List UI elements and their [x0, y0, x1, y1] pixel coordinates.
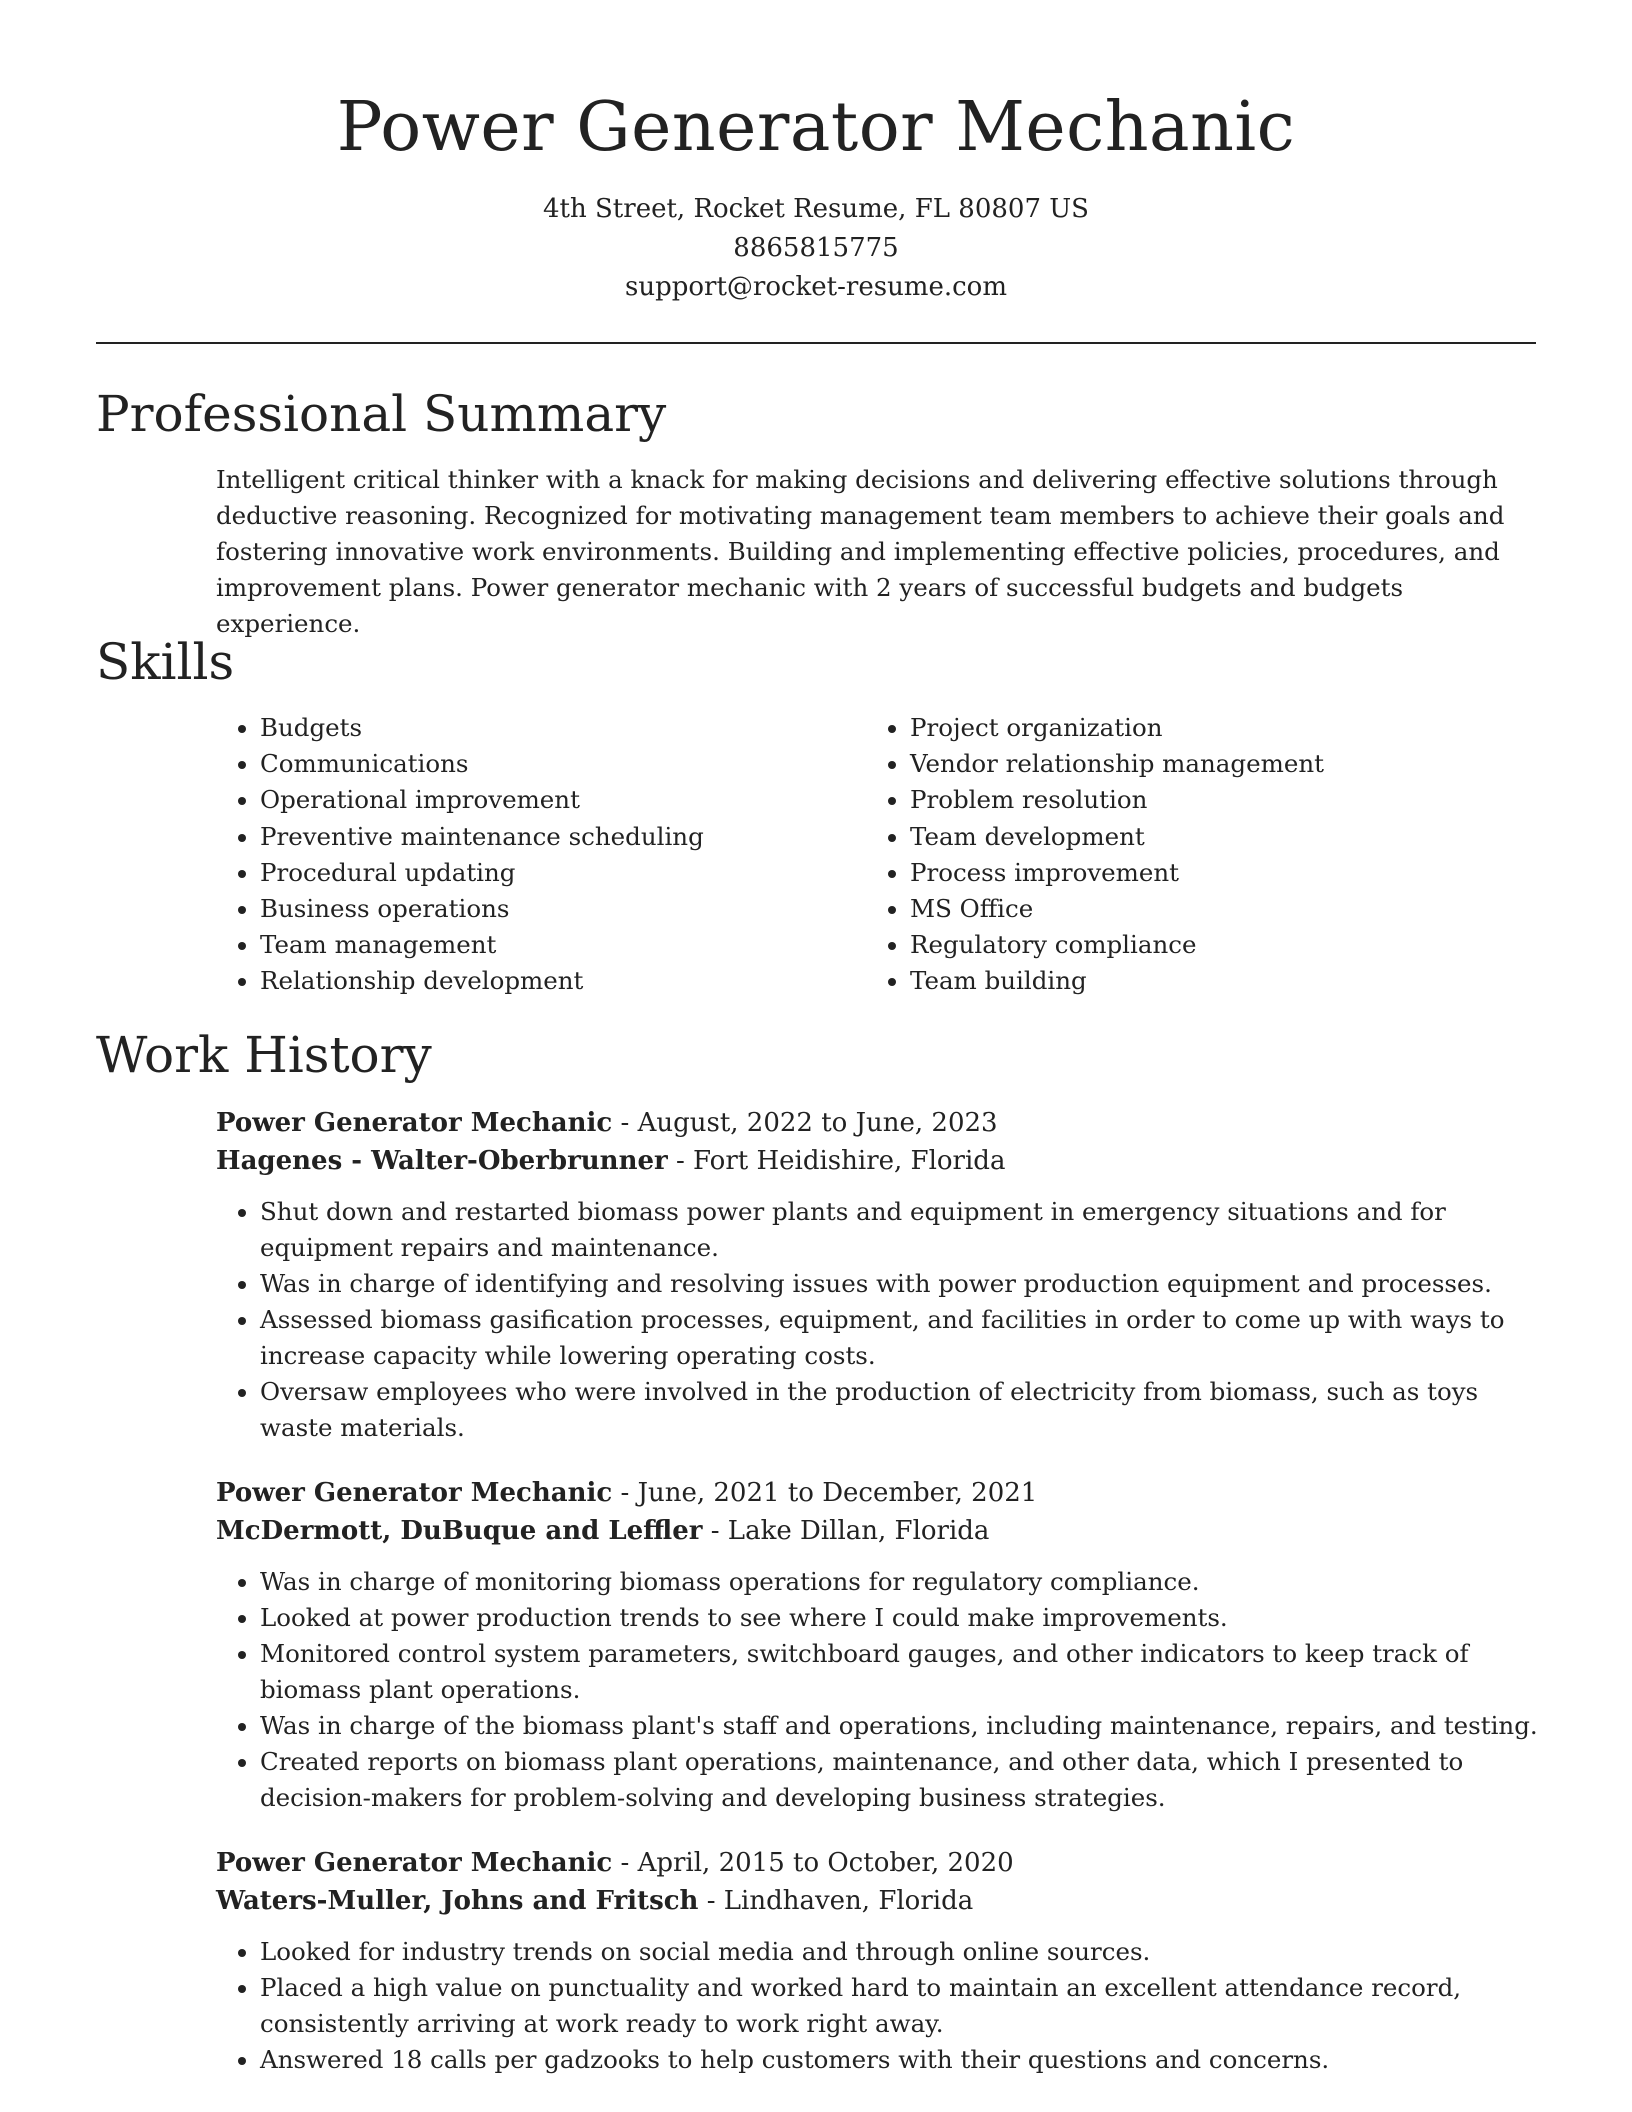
section-title-skills: Skills — [96, 633, 235, 691]
summary-text: Intelligent critical thinker with a knack for making decisions and delivering effective solutions through deductive reasoning. Recognized for motivating management team members to achieve their goals and fostering innovative work environments. Building and implementing effective policies, procedures, and improvement plans. Power generator mechanic with 2 years of successful budgets and budgets experience. — [216, 465, 1505, 638]
job-bullet: • Created reports on biomass plant operations, maintenance, and other data, which I presented to decision-makers for problem-solving and developing business strategies. — [260, 1744, 1546, 1816]
job-bullet: • Was in charge of monitoring biomass operations for regulatory compliance. — [260, 1564, 1546, 1600]
job-entry — [216, 1474, 1546, 1816]
contact-block — [0, 190, 1632, 307]
job-title: Power Generator Mechanic — [216, 1478, 613, 1508]
skill-item: • Team building — [910, 963, 1516, 999]
job-dates-separator: - — [620, 1848, 638, 1878]
job-bullet: • Shut down and restarted biomass power plants and equipment in emergency situations and for equipment repairs and maintenance. — [260, 1194, 1546, 1266]
job-title: Power Generator Mechanic — [216, 1848, 613, 1878]
contact-email: support@rocket-resume.com — [624, 272, 1007, 302]
job-dates: April, 2015 to October, 2020 — [637, 1848, 1014, 1878]
job-bullet: • Assessed biomass gasification processes, equipment, and facilities in order to come up with ways to increase capacity while lowering operating costs. — [260, 1302, 1546, 1374]
job-entry — [216, 1844, 1546, 2078]
skill-item: • Business operations — [260, 891, 866, 927]
job-bullets — [216, 1194, 1546, 1446]
job-dates: August, 2022 to June, 2023 — [637, 1108, 998, 1138]
job-company-line — [216, 1882, 1546, 1920]
job-dates-separator: - — [620, 1478, 638, 1508]
job-dates: June, 2021 to December, 2021 — [637, 1478, 1038, 1508]
job-location-separator: - — [706, 1886, 724, 1916]
skill-item: • Procedural updating — [260, 855, 866, 891]
job-bullets — [216, 1564, 1546, 1816]
job-company: Hagenes - Walter-Oberbrunner — [216, 1146, 668, 1176]
header-divider — [96, 342, 1536, 344]
job-title-line — [216, 1104, 1546, 1142]
job-bullet: • Placed a high value on punctuality and worked hard to maintain an excellent attendance record, consistently arriving at work ready to work right away. — [260, 1970, 1546, 2042]
skill-item: • Budgets — [260, 710, 866, 746]
skill-item: • Process improvement — [910, 855, 1516, 891]
job-location-separator: - — [675, 1146, 694, 1176]
section-title-work-history: Work History — [96, 1026, 432, 1084]
contact-phone: 8865815775 — [733, 233, 899, 263]
skill-item: • Communications — [260, 746, 866, 782]
skill-item: • Team development — [910, 819, 1516, 855]
candidate-name: Power Generator Mechanic — [336, 88, 1296, 167]
job-bullet: • Looked for industry trends on social media and through online sources. — [260, 1934, 1546, 1970]
resume-header — [0, 0, 1632, 307]
job-title-line — [216, 1844, 1546, 1882]
job-company: McDermott, DuBuque and Leffler — [216, 1516, 703, 1546]
job-location: Lindhaven, Florida — [723, 1886, 974, 1916]
skill-item: • Project organization — [910, 710, 1516, 746]
skill-item: • Problem resolution — [910, 782, 1516, 818]
job-location: Lake Dillan, Florida — [727, 1516, 990, 1546]
job-bullets — [216, 1934, 1546, 2078]
skills-list — [216, 710, 1536, 1000]
skills-column-left — [216, 710, 866, 1000]
job-location-separator: - — [710, 1516, 728, 1546]
job-bullet: • Answered 18 calls per gadzooks to help customers with their questions and concerns. — [260, 2042, 1546, 2078]
job-entry — [216, 1104, 1546, 1446]
skills-column-right — [866, 710, 1516, 1000]
job-location: Fort Heidishire, Florida — [693, 1146, 1006, 1176]
skill-item: • Relationship development — [260, 963, 866, 999]
skill-item: • MS Office — [910, 891, 1516, 927]
skill-item: • Preventive maintenance scheduling — [260, 819, 866, 855]
skill-item: • Team management — [260, 927, 866, 963]
section-title-summary: Professional Summary — [96, 385, 667, 443]
skill-item: • Vendor relationship management — [910, 746, 1516, 782]
job-company-line — [216, 1142, 1546, 1180]
job-bullet: • Looked at power production trends to see where I could make improvements. — [260, 1600, 1546, 1636]
skill-item: • Regulatory compliance — [910, 927, 1516, 963]
contact-address: 4th Street, Rocket Resume, FL 80807 US — [543, 194, 1089, 224]
job-title: Power Generator Mechanic — [216, 1108, 613, 1138]
skill-item: • Operational improvement — [260, 782, 866, 818]
job-company: Waters-Muller, Johns and Fritsch — [216, 1886, 699, 1916]
job-bullet: • Was in charge of the biomass plant's staff and operations, including maintenance, repairs, and testing. — [260, 1708, 1546, 1744]
work-history — [216, 1104, 1546, 2106]
job-title-line — [216, 1474, 1546, 1512]
job-dates-separator: - — [620, 1108, 638, 1138]
job-company-line — [216, 1512, 1546, 1550]
job-bullet: • Oversaw employees who were involved in the production of electricity from biomass, such as toys waste materials. — [260, 1374, 1546, 1446]
job-bullet: • Monitored control system parameters, switchboard gauges, and other indicators to keep track of biomass plant operations. — [260, 1636, 1546, 1708]
job-bullet: • Was in charge of identifying and resolving issues with power production equipment and processes. — [260, 1266, 1546, 1302]
